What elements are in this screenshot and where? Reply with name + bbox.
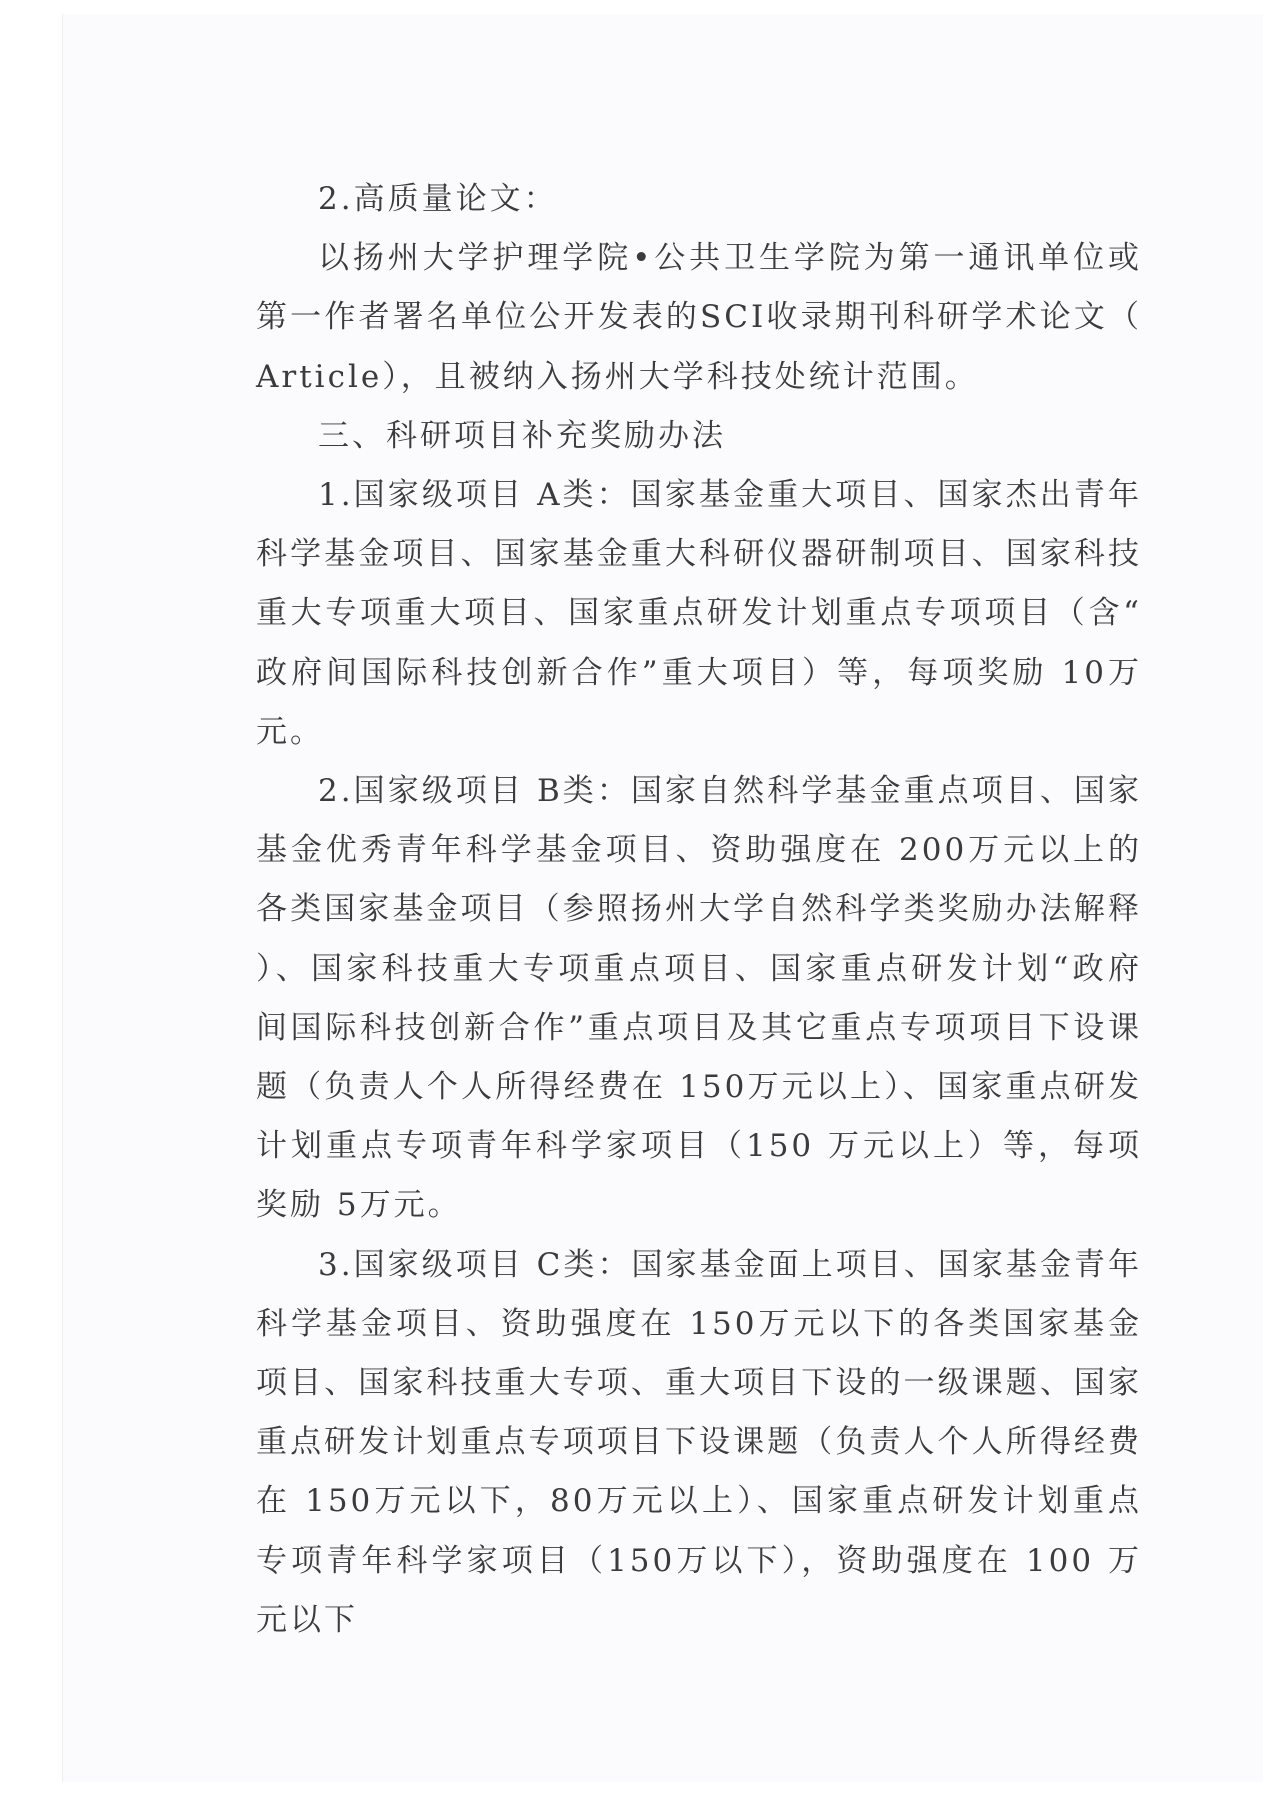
paragraph-paper-criteria: 以扬州大学护理学院•公共卫生学院为第一通讯单位或第一作者署名单位公开发表的SCI收录期刊科研学术论文（Article），且被纳入扬州大学科技处统计范围。 <box>256 240 1142 395</box>
document-body <box>256 170 1142 1650</box>
paragraph-section-3-title: 三、科研项目补充奖励办法 <box>318 417 726 454</box>
paragraph-heading-2: 2.高质量论文： <box>318 181 558 217</box>
paragraph-class-c: 3.国家级项目 C类：国家基金面上项目、国家基金青年科学基金项目、资助强度在 150万元以下的各类国家基金项目、国家科技重大专项、重大项目下设的一级课题、国家重点研发计划重点专项项目下设课题（负责人个人所得经费在 150万元以下，80万元以上）、国家重点研发计划重点专项青年科学家项目（150万以下），资助强度在 100 万元以下 <box>256 1246 1142 1638</box>
paragraph-class-b: 2.国家级项目 B类：国家自然科学基金重点项目、国家基金优秀青年科学基金项目、资助强度在 200万元以上的各类国家基金项目（参照扬州大学自然科学类奖励办法解释）、国家科技重大专项重点项目、国家重点研发计划“政府间国际科技创新合作”重点项目及其它重点专项项目下设课题（负责人个人所得经费在 150万元以上）、国家重点研发计划重点专项青年科学家项目（150 万元以上）等，每项奖励 5万元。 <box>256 773 1142 1224</box>
paragraph-class-a: 1.国家级项目 A类：国家基金重大项目、国家杰出青年科学基金项目、国家基金重大科研仪器研制项目、国家科技重大专项重大项目、国家重点研发计划重点专项项目（含“政府间国际科技创新合作”重大项目）等，每项奖励 10万元。 <box>256 477 1142 750</box>
